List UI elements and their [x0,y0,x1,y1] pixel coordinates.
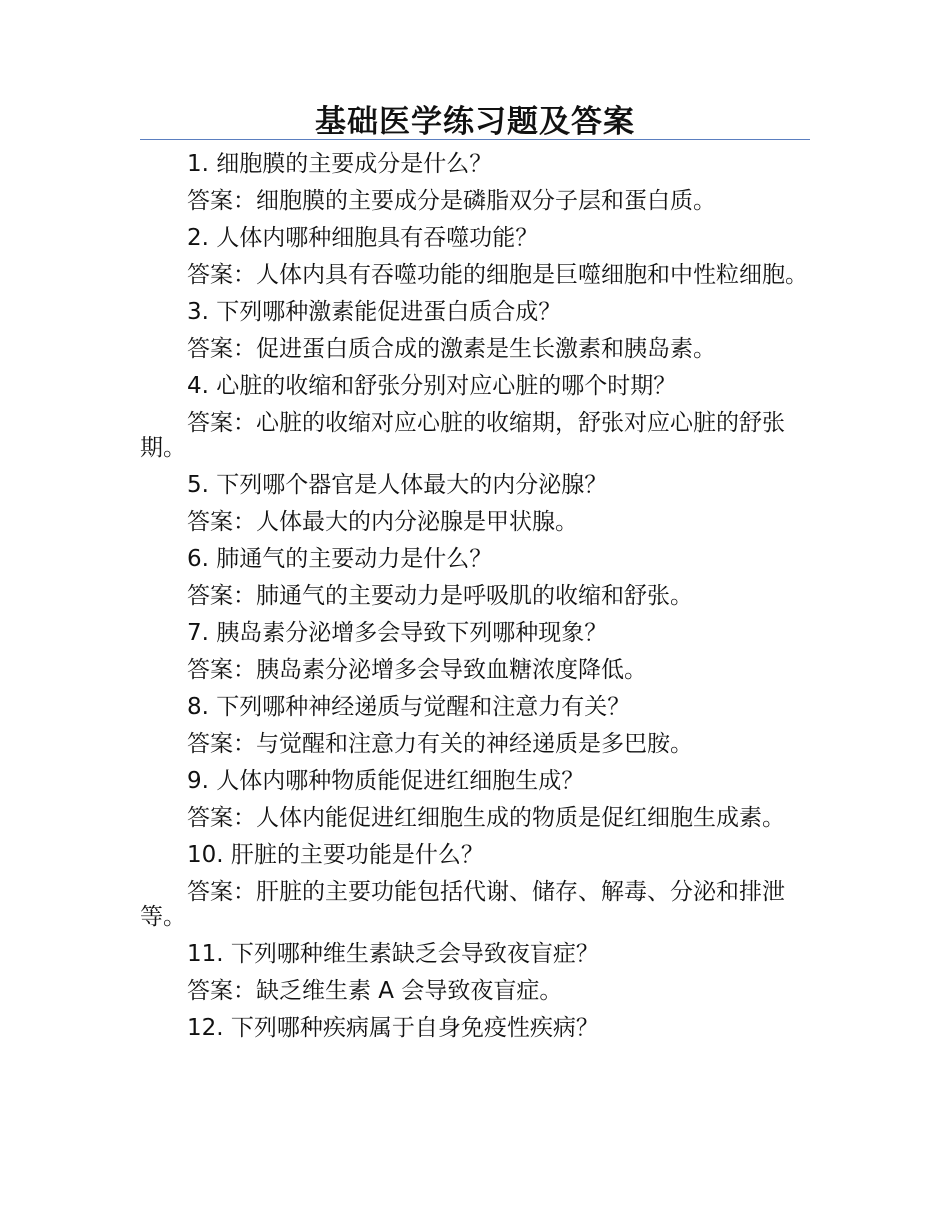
question-6: 6. 肺通气的主要动力是什么？ [187,546,493,572]
question-3: 3. 下列哪种激素能促进蛋白质合成？ [187,299,562,325]
question-1: 1. 细胞膜的主要成分是什么？ [187,151,493,177]
answer-11: 答案：缺乏维生素 A 会导致夜盲症。 [187,978,563,1004]
question-7: 7. 胰岛素分泌增多会导致下列哪种现象？ [187,620,608,646]
question-11: 11. 下列哪种维生素缺乏会导致夜盲症？ [187,941,599,967]
answer-4: 答案：心脏的收缩对应心脏的收缩期，舒张对应心脏的舒张期。 [140,410,785,461]
answer-3: 答案：促进蛋白质合成的激素是生长激素和胰岛素。 [187,336,716,362]
question-9: 9. 人体内哪种物质能促进红细胞生成？ [187,768,585,794]
answer-10: 答案：肝脏的主要功能包括代谢、储存、解毒、分泌和排泄等。 [140,879,785,930]
question-2: 2. 人体内哪种细胞具有吞噬功能？ [187,225,539,251]
answer-9: 答案：人体内能促进红细胞生成的物质是促红细胞生成素。 [187,805,785,831]
answer-5: 答案：人体最大的内分泌腺是甲状腺。 [187,509,578,535]
question-10: 10. 肝脏的主要功能是什么？ [187,842,484,868]
answer-1: 答案：细胞膜的主要成分是磷脂双分子层和蛋白质。 [187,188,716,214]
document-title: 基础医学练习题及答案 [315,104,635,140]
answer-8: 答案：与觉醒和注意力有关的神经递质是多巴胺。 [187,731,693,757]
title-underline [140,139,810,140]
question-8: 8. 下列哪种神经递质与觉醒和注意力有关？ [187,694,631,720]
question-12: 12. 下列哪种疾病属于自身免疫性疾病？ [187,1015,599,1041]
document-body [140,152,810,1053]
question-4: 4. 心脏的收缩和舒张分别对应心脏的哪个时期？ [187,373,677,399]
answer-7: 答案：胰岛素分泌增多会导致血糖浓度降低。 [187,657,647,683]
answer-6: 答案：肺通气的主要动力是呼吸肌的收缩和舒张。 [187,583,693,609]
question-5: 5. 下列哪个器官是人体最大的内分泌腺？ [187,472,608,498]
answer-2: 答案：人体内具有吞噬功能的细胞是巨噬细胞和中性粒细胞。 [187,262,808,288]
